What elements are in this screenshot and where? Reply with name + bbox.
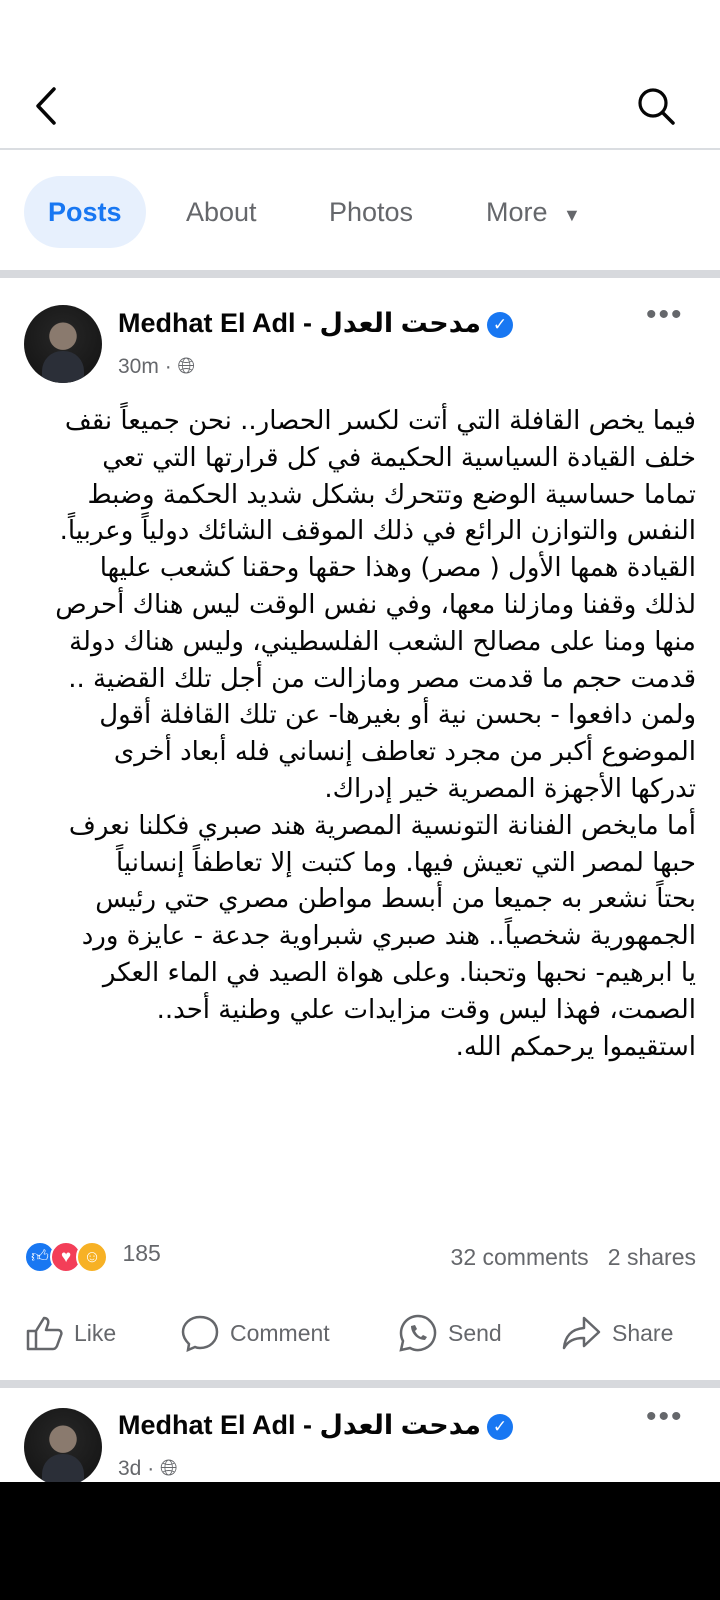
author-name[interactable] — [118, 308, 513, 339]
comment-button[interactable] — [180, 1310, 330, 1356]
top-bar — [0, 0, 720, 150]
share-label: Share — [612, 1319, 674, 1346]
more-options-icon[interactable]: ••• — [646, 298, 684, 331]
author-name-text: Medhat El Adl - مدحت العدل — [118, 1410, 482, 1440]
back-arrow-icon[interactable] — [30, 86, 62, 126]
post-text-line: منها ومنا على مصالح الشعب الفلسطيني، وليس هناك دولة — [69, 626, 696, 657]
more-options-icon[interactable]: ••• — [646, 1400, 684, 1433]
send-button[interactable] — [398, 1310, 502, 1356]
tab-about[interactable]: About — [186, 197, 257, 227]
post-divider — [0, 1380, 720, 1388]
shares-count[interactable]: 2 shares — [607, 1244, 696, 1270]
tab-more-label: More — [486, 197, 548, 227]
caret-down-icon: ▼ — [563, 205, 581, 225]
post-text-line: لذلك وقفنا ومازلنا معها، وفي نفس الوقت ليس هناك أحرص — [55, 589, 696, 620]
whatsapp-icon — [398, 1313, 438, 1353]
search-icon[interactable] — [636, 86, 676, 126]
send-label: Send — [448, 1319, 502, 1346]
post-text-line: تدركها الأجهزة المصرية خير إدراك. — [324, 773, 696, 804]
like-label: Like — [74, 1319, 117, 1346]
reactions-summary[interactable] — [24, 1240, 161, 1276]
post-text-line: الجمهورية شخصياً.. هند صبري شبراوية جدعة - عايزة ورد — [81, 921, 696, 952]
post-text-line: استقيموا يرحمكم الله. — [455, 1031, 696, 1062]
post-text-line: قدمت حجم ما قدمت مصر ومازالت من أجل تلك القضية .. — [68, 663, 696, 694]
author-name-text: Medhat El Adl - مدحت العدل — [118, 308, 482, 338]
love-reaction-icon: ♥ — [50, 1241, 82, 1273]
post-time: 30m — [118, 355, 159, 378]
navigation-bar — [0, 1482, 720, 1600]
post-text-line: ولمن دافعوا - بحسن نية أو بغيرها- عن تلك القافلة أقول — [99, 700, 696, 731]
post-text-line: الموضوع أكبر من مجرد تعاطف إنساني فله أبعاد أخرى — [113, 737, 696, 768]
like-button[interactable] — [26, 1310, 116, 1356]
share-button[interactable] — [562, 1310, 673, 1356]
share-arrow-icon — [562, 1315, 602, 1351]
post-text-line: النفس والتوازن الرائع في ذلك الموقف الشائك دولياً وعربياً. — [59, 516, 696, 547]
verified-badge-icon: ✓ — [487, 312, 513, 338]
post-text-line: حبها لمصر التي تعيش فيها. وما كتبت إلا تعاطفاً إنسانياً — [115, 847, 696, 878]
engagement-counts — [451, 1244, 696, 1271]
post-text-line: فيما يخص القافلة التي أتت لكسر الحصار.. نحن جميعاً نقف — [64, 406, 696, 436]
post-time: 3d — [118, 1457, 142, 1480]
globe-icon: 🌐︎ — [160, 1455, 178, 1480]
author-name[interactable] — [118, 1410, 513, 1441]
post-text-line: خلف القيادة السياسية الحكيمة في كل قرارتها التي تعي — [102, 442, 696, 473]
globe-icon: 🌐︎ — [177, 353, 196, 378]
post-text-line: الصمت، فهذا ليس وقت مزايدات علي وطنية أحد.. — [156, 994, 696, 1025]
tab-more[interactable] — [486, 176, 581, 248]
post-text-line: أما مايخص الفنانة التونسية المصرية هند صبري فكلنا نعرف — [68, 810, 696, 841]
tab-photos[interactable]: Photos — [329, 197, 414, 227]
like-reaction-icon: 👍︎ — [24, 1241, 56, 1273]
comment-bubble-icon — [180, 1314, 220, 1352]
post-text — [24, 403, 696, 1065]
comments-count[interactable]: 32 comments — [450, 1244, 589, 1270]
post-meta: 30m · 🌐︎ — [118, 353, 196, 378]
section-divider — [0, 270, 720, 278]
author-avatar[interactable] — [24, 305, 102, 383]
thumbs-up-icon — [26, 1315, 64, 1351]
profile-tabs — [0, 150, 720, 270]
post-text-line: بحتاً نشعر به جميعا من أبسط مواطن مصري حتي رئيس — [95, 884, 696, 915]
post-text-line: تماما حساسية الوضع وتتحرك بشكل شديد الحكمة وضبط — [87, 479, 696, 510]
reactions-count: 185 — [122, 1240, 161, 1266]
author-avatar[interactable] — [24, 1408, 102, 1486]
care-reaction-icon: ☺ — [76, 1241, 108, 1273]
post-text-line: يا ابرهيم- نحبها وتحبنا. وعلى هواة الصيد في الماء العكر — [102, 957, 696, 988]
comment-label: Comment — [230, 1319, 330, 1346]
post-meta: 3d · 🌐︎ — [118, 1455, 178, 1480]
post-text-line: القيادة همها الأول ( مصر) وهذا حقها وحقنا كشعب عليها — [99, 553, 696, 584]
tab-posts[interactable]: Posts — [24, 176, 146, 248]
verified-badge-icon: ✓ — [487, 1414, 513, 1440]
